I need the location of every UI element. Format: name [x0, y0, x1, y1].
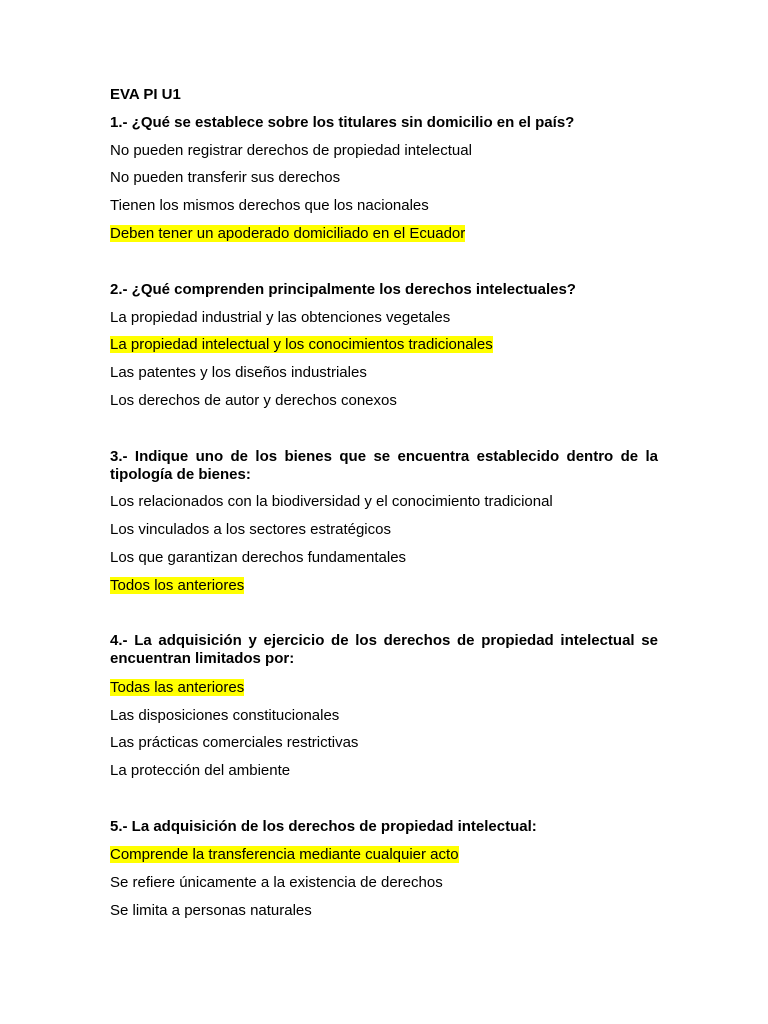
question-1-option-1: No pueden registrar derechos de propiedad intelectual: [110, 142, 472, 159]
question-2-option-4: Los derechos de autor y derechos conexos: [110, 392, 397, 409]
question-4-option-4: La protección del ambiente: [110, 762, 291, 779]
question-5-option-2: Se refiere únicamente a la existencia de derechos: [110, 874, 443, 891]
question-4-text: 4.- La adquisición y ejercicio de los derechos de propiedad intelectual se encuentran limitados por:: [110, 632, 658, 667]
document-title: EVA PI U1: [110, 86, 181, 103]
question-2-option-1: La propiedad industrial y las obtenciones vegetales: [110, 309, 451, 326]
question-3-text: 3.- Indique uno de los bienes que se encuentra establecido dentro de la tipología de bienes:: [110, 448, 658, 483]
question-3-option-3: Los que garantizan derechos fundamentales: [110, 549, 407, 566]
question-2-text: 2.- ¿Qué comprenden principalmente los derechos intelectuales?: [110, 281, 576, 298]
answer-highlight: Todos los anteriores: [110, 577, 245, 594]
question-3-option-2: Los vinculados a los sectores estratégicos: [110, 521, 391, 538]
question-1-option-2: No pueden transferir sus derechos: [110, 169, 341, 186]
question-4-option-2: Las disposiciones constitucionales: [110, 707, 340, 724]
question-1-option-3: Tienen los mismos derechos que los nacionales: [110, 197, 429, 214]
question-4-option-1: [110, 679, 244, 697]
question-4-option-3: Las prácticas comerciales restrictivas: [110, 734, 359, 751]
question-5-option-3: Se limita a personas naturales: [110, 902, 312, 919]
question-3-option-4: [110, 577, 244, 595]
question-5-option-1: [110, 846, 459, 864]
question-2-option-2: [110, 336, 493, 354]
question-3-option-1: Los relacionados con la biodiversidad y el conocimiento tradicional: [110, 493, 553, 510]
question-1-option-4: [110, 225, 465, 243]
question-2-option-3: Las patentes y los diseños industriales: [110, 364, 367, 381]
answer-highlight: Todas las anteriores: [110, 679, 245, 696]
answer-highlight: La propiedad intelectual y los conocimientos tradicionales: [110, 336, 493, 353]
question-5-text: 5.- La adquisición de los derechos de propiedad intelectual:: [110, 818, 537, 835]
answer-highlight: Deben tener un apoderado domiciliado en el Ecuador: [110, 225, 466, 242]
question-1-text: 1.- ¿Qué se establece sobre los titulares sin domicilio en el país?: [110, 114, 575, 131]
answer-highlight: Comprende la transferencia mediante cualquier acto: [110, 846, 459, 863]
